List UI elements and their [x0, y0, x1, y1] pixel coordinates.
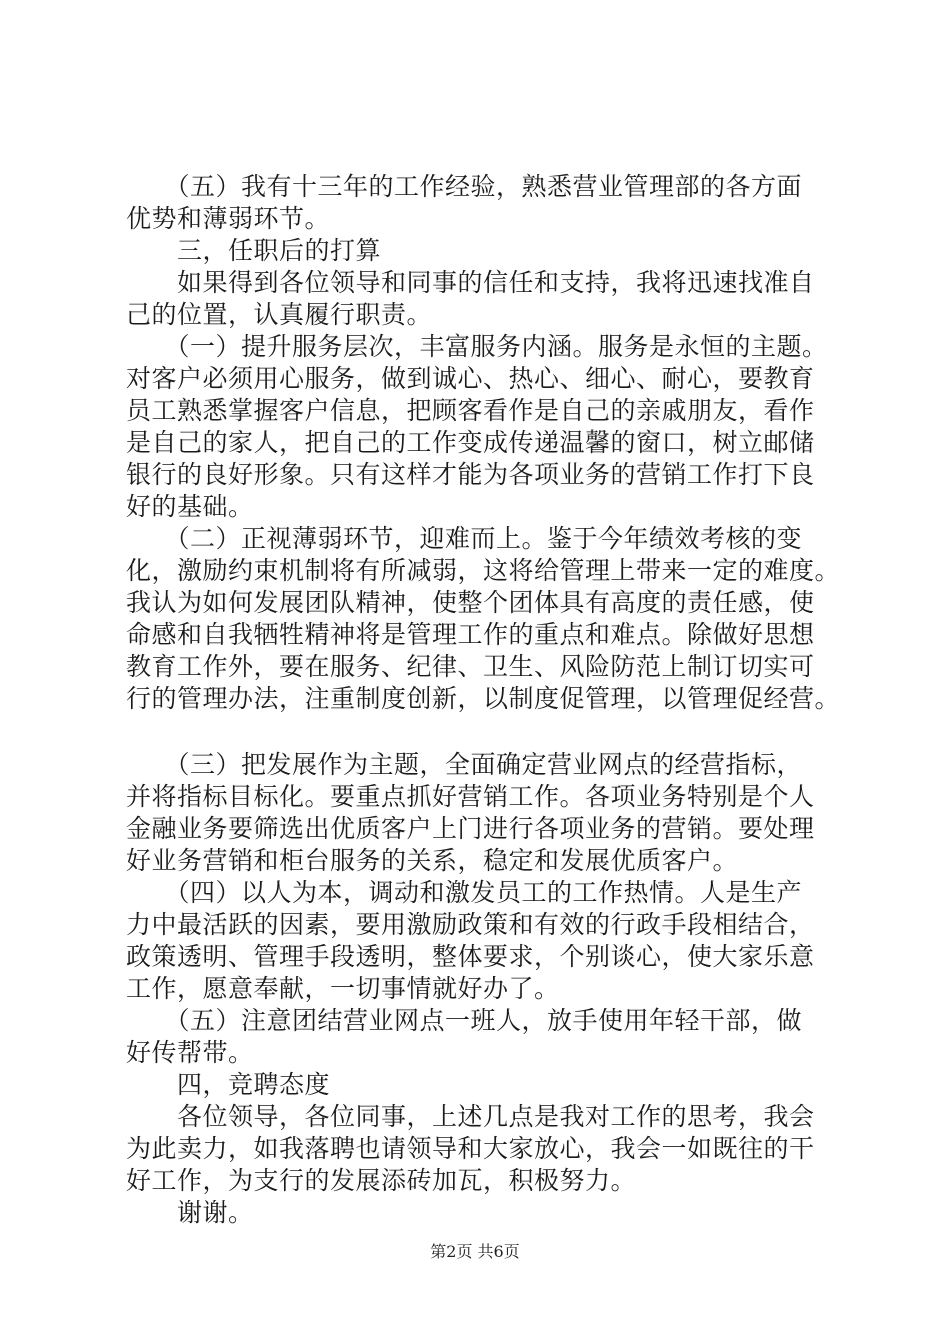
section-heading: 四，竞聘态度 [126, 1070, 331, 1099]
closing-line: 谢谢。 [126, 1198, 254, 1227]
text-line: 如果得到各位领导和同事的信任和支持，我将迅速找准自 [126, 268, 815, 297]
text-line: 好的基础。 [126, 492, 254, 521]
section-heading: 三，任职后的打算 [126, 236, 382, 265]
page-number-footer: 第2页 共6页 [430, 1242, 520, 1261]
text-line: （一）提升服务层次，丰富服务内涵。服务是永恒的主题。 [126, 332, 828, 361]
text-line: 金融业务要筛选出优质客户上门进行各项业务的营销。要处理 [126, 814, 815, 843]
text-line: 我认为如何发展团队精神，使整个团体具有高度的责任感，使 [126, 588, 815, 617]
text-line: （五）注意团结营业网点一班人，放手使用年轻干部，做 [126, 1006, 803, 1035]
text-line: 优势和薄弱环节。 [126, 204, 331, 233]
text-line: 命感和自我牺牲精神将是管理工作的重点和难点。除做好思想 [126, 620, 815, 649]
text-line: 好传帮带。 [126, 1038, 254, 1067]
text-line: 银行的良好形象。只有这样才能为各项业务的营销工作打下良 [126, 460, 815, 489]
text-line: 并将指标目标化。要重点抓好营销工作。各项业务特别是个人 [126, 782, 815, 811]
text-line: （二）正视薄弱环节，迎难而上。鉴于今年绩效考核的变 [126, 524, 803, 553]
text-line: 己的位置，认真履行职责。 [126, 300, 433, 329]
paragraph-gap [126, 715, 854, 749]
text-line: 好工作，为支行的发展添砖加瓦，积极努力。 [126, 1166, 637, 1195]
text-line: 化，激励约束机制将有所减弱，这将给管理上带来一定的难度。 [126, 556, 841, 585]
text-line: （三）把发展作为主题，全面确定营业网点的经营指标， [126, 750, 803, 779]
text-line: 行的管理办法，注重制度创新，以制度促管理，以管理促经营。 [126, 684, 841, 713]
text-line: （四）以人为本，调动和激发员工的工作热情。人是生产 [126, 878, 803, 907]
text-line: 各位领导，各位同事，上述几点是我对工作的思考，我会 [126, 1102, 815, 1131]
text-line: （五）我有十三年的工作经验，熟悉营业管理部的各方面 [126, 172, 803, 201]
document-body [126, 171, 854, 1229]
text-line: 为此卖力，如我落聘也请领导和大家放心，我会一如既往的干 [126, 1134, 815, 1163]
text-line: 好业务营销和柜台服务的关系，稳定和发展优质客户。 [126, 846, 739, 875]
text-line: 政策透明、管理手段透明，整体要求，个别谈心，使大家乐意 [126, 942, 815, 971]
text-line: 员工熟悉掌握客户信息，把顾客看作是自己的亲戚朋友，看作 [126, 396, 815, 425]
text-line: 对客户必须用心服务，做到诚心、热心、细心、耐心，要教育 [126, 364, 815, 393]
text-line: 教育工作外，要在服务、纪律、卫生、风险防范上制订切实可 [126, 652, 815, 681]
text-line: 是自己的家人，把自己的工作变成传递温馨的窗口，树立邮储 [126, 428, 815, 457]
text-line: 工作，愿意奉献，一切事情就好办了。 [126, 974, 560, 1003]
text-line: 力中最活跃的因素，要用激励政策和有效的行政手段相结合， [126, 910, 815, 939]
